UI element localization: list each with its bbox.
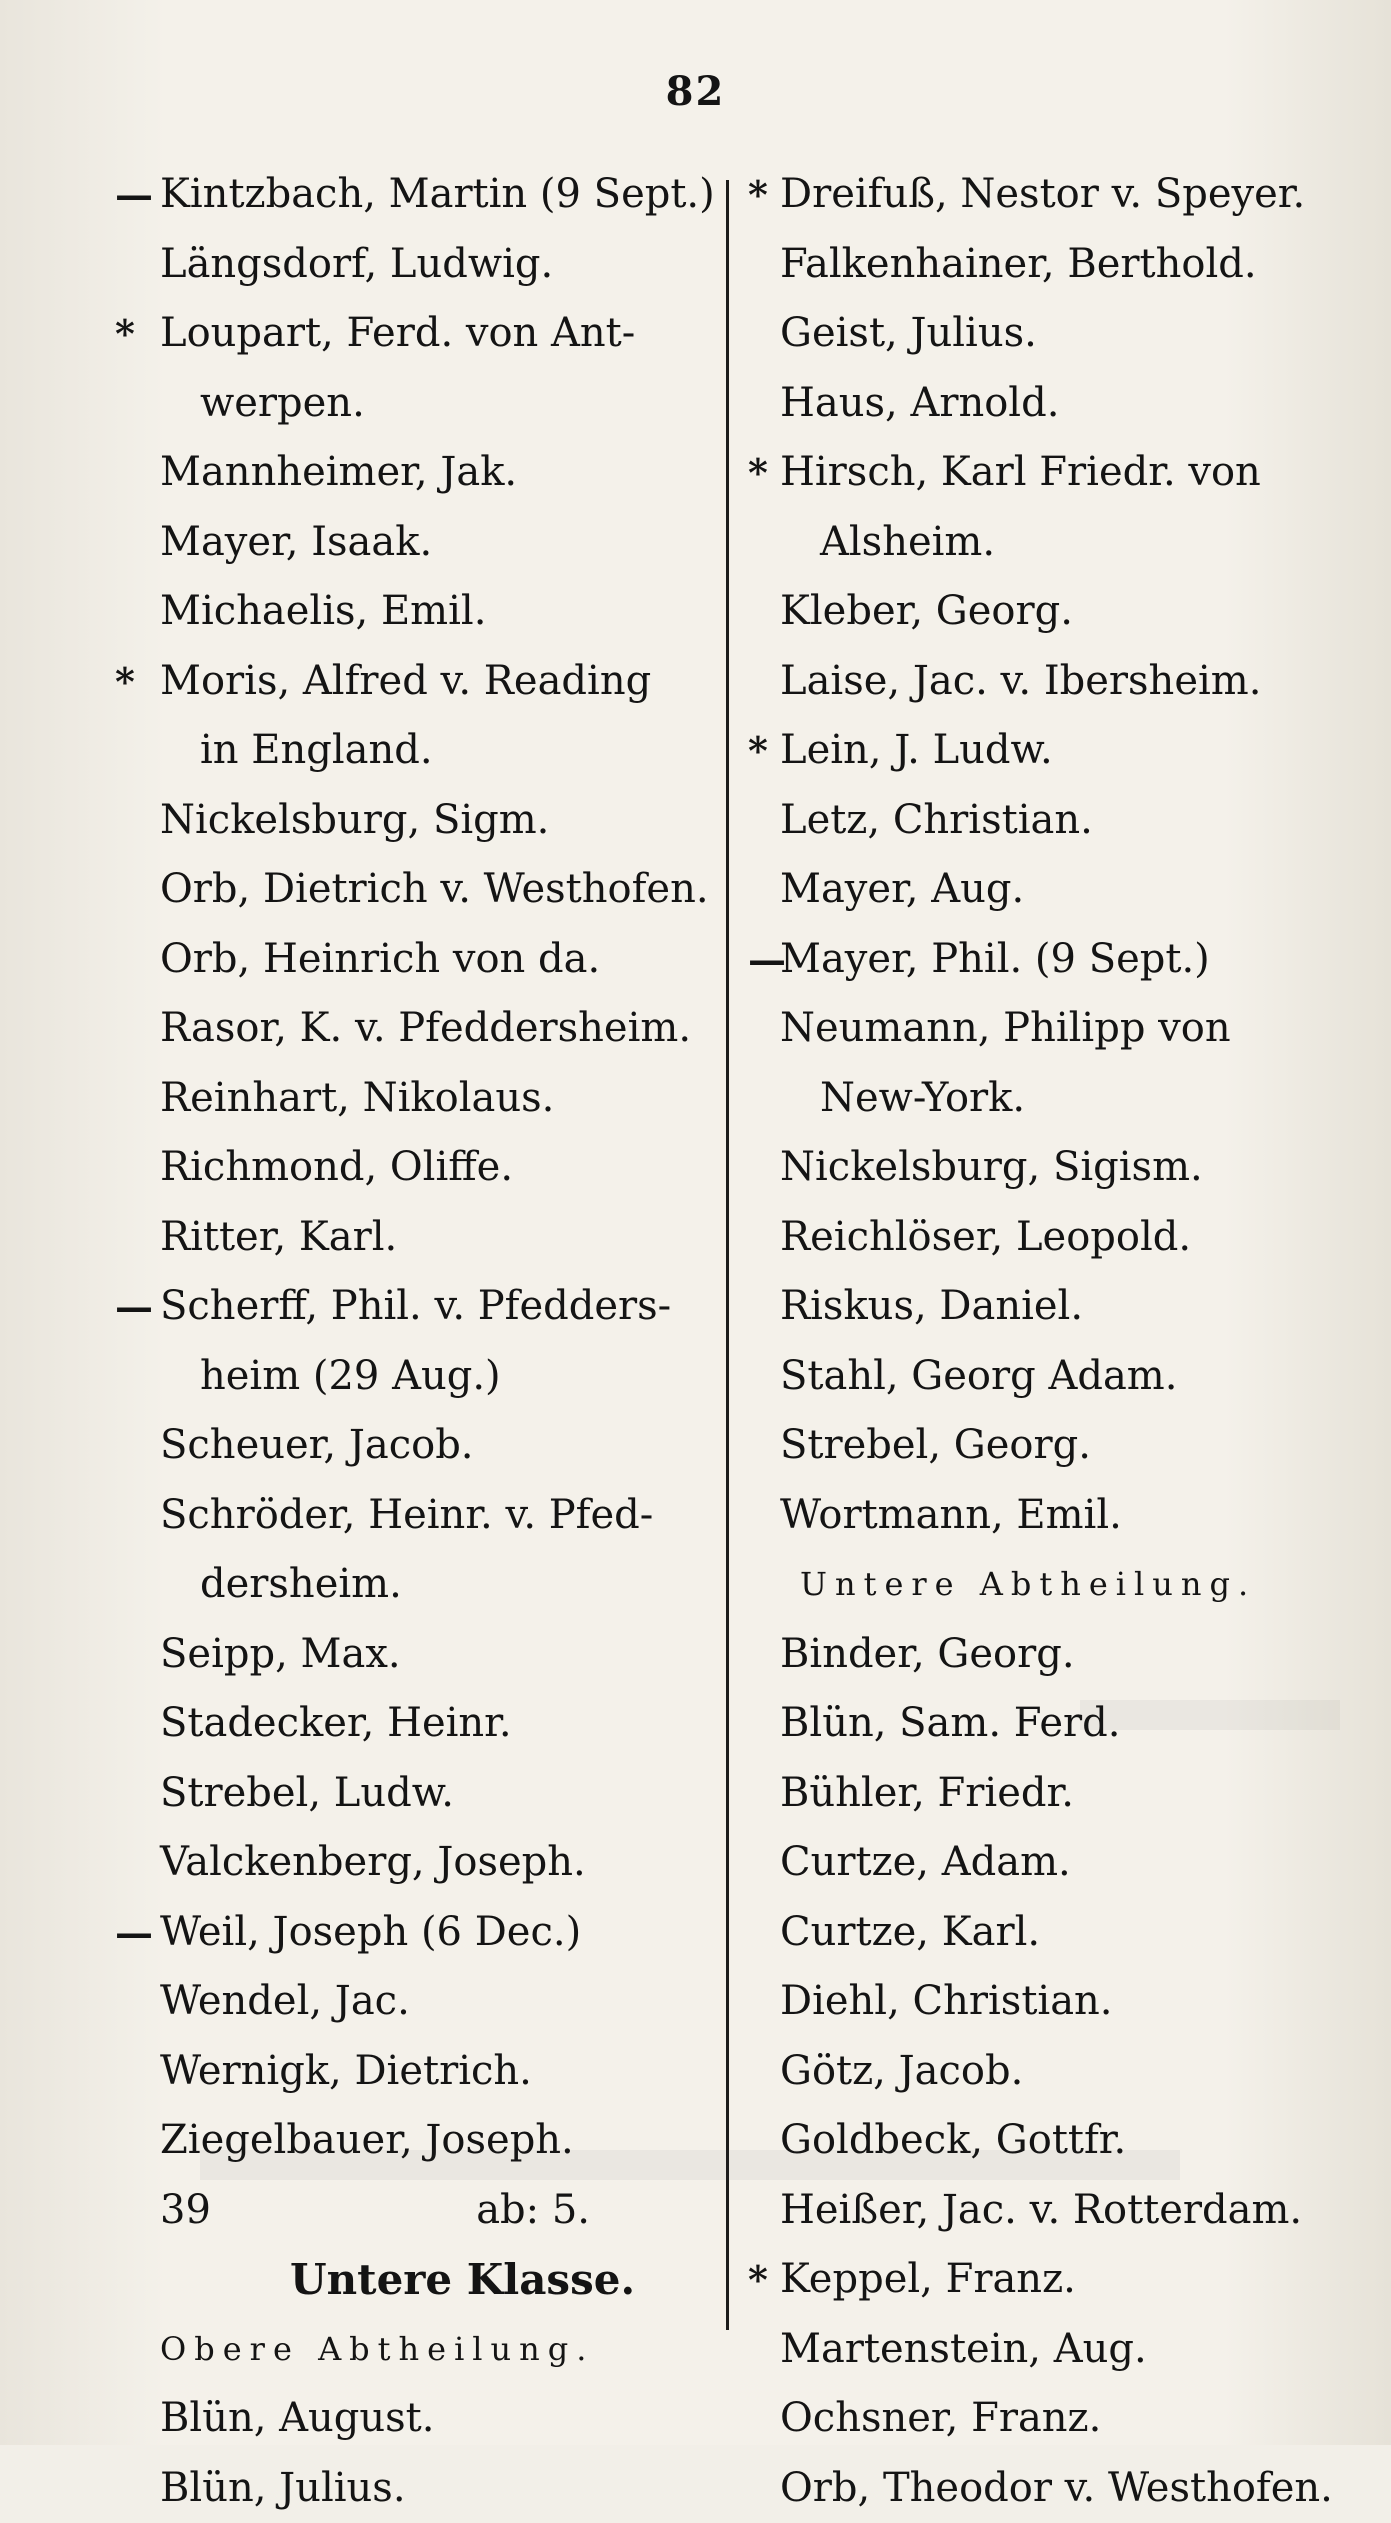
entry-text: Götz, Jacob.	[780, 2037, 1023, 2107]
page-number: 82	[0, 68, 1391, 115]
list-item	[160, 1828, 720, 1898]
list-item	[160, 1203, 720, 1273]
entry-text: Wernigk, Dietrich.	[160, 2037, 532, 2107]
list-item	[160, 855, 720, 925]
entry-text: werpen.	[200, 369, 365, 439]
entry-text: Blün, August.	[160, 2384, 434, 2454]
dash-mark: —	[748, 925, 786, 995]
entry-text: Neumann, Philipp von	[780, 994, 1231, 1064]
list-item	[780, 647, 1300, 717]
left-name-list	[160, 160, 720, 2176]
list-item	[160, 299, 720, 369]
entry-text: Falkenhainer, Berthold.	[780, 230, 1257, 300]
entry-text: Binder, Georg.	[780, 1620, 1075, 1690]
entry-text: Ziegelbauer, Joseph.	[160, 2106, 574, 2176]
dash-mark: —	[115, 160, 153, 230]
asterisk-mark: *	[748, 2245, 768, 2315]
entry-text: Curtze, Adam.	[780, 1828, 1071, 1898]
list-item	[780, 2454, 1300, 2523]
asterisk-mark: *	[748, 160, 768, 230]
asterisk-mark: *	[748, 716, 768, 786]
list-item	[160, 925, 720, 995]
entry-text: Ochsner, Franz.	[780, 2384, 1101, 2454]
entry-text: Lein, J. Ludw.	[780, 716, 1053, 786]
list-item	[780, 577, 1300, 647]
bleed-through-shadow	[1080, 1700, 1340, 1730]
list-item	[780, 1898, 1300, 1968]
entry-text: Weil, Joseph (6 Dec.)	[160, 1898, 581, 1968]
entry-text: Alsheim.	[820, 508, 995, 578]
entry-text: Längsdorf, Ludwig.	[160, 230, 553, 300]
entry-text: Reinhart, Nikolaus.	[160, 1064, 554, 1134]
dash-mark: —	[115, 1272, 153, 1342]
entry-text: Michaelis, Emil.	[160, 577, 486, 647]
entry-text: Diehl, Christian.	[780, 1967, 1113, 2037]
list-item	[160, 230, 720, 300]
entry-text: Riskus, Daniel.	[780, 1272, 1083, 1342]
entry-text: Valckenberg, Joseph.	[160, 1828, 586, 1898]
list-item	[160, 438, 720, 508]
list-item	[780, 1620, 1300, 1690]
entry-text: Seipp, Max.	[160, 1620, 401, 1690]
entry-text: Geist, Julius.	[780, 299, 1037, 369]
entry-text: Scherff, Phil. v. Pfedders-	[160, 1272, 671, 1342]
list-item	[160, 1689, 720, 1759]
list-item	[160, 1064, 720, 1134]
list-item	[160, 1759, 720, 1829]
list-item	[160, 1411, 720, 1481]
list-item	[780, 2315, 1300, 2385]
list-item	[780, 855, 1300, 925]
entry-text: Blün, Sam. Ferd.	[780, 1689, 1120, 1759]
asterisk-mark: *	[115, 299, 135, 369]
entry-text: Haus, Arnold.	[780, 369, 1059, 439]
list-item	[780, 1967, 1300, 2037]
entry-text: Dreifuß, Nestor v. Speyer.	[780, 160, 1305, 230]
entry-text: Moris, Alfred v. Reading	[160, 647, 651, 717]
list-item	[780, 1272, 1300, 1342]
entry-text: Loupart, Ferd. von Ant-	[160, 299, 635, 369]
list-item	[780, 508, 1300, 578]
entry-text: Ritter, Karl.	[160, 1203, 397, 1273]
lower-division-heading: Untere Abtheilung.	[780, 1550, 1300, 1620]
right-bottom-list	[780, 1620, 1300, 2523]
list-item	[160, 1898, 720, 1968]
list-item	[780, 2037, 1300, 2107]
list-item	[160, 2384, 720, 2454]
entry-text: heim (29 Aug.)	[200, 1342, 501, 1412]
list-item	[780, 2176, 1300, 2246]
list-item	[160, 2037, 720, 2107]
entry-text: Richmond, Oliffe.	[160, 1133, 513, 1203]
entry-text: dersheim.	[200, 1550, 402, 1620]
list-item	[160, 577, 720, 647]
entry-text: Martenstein, Aug.	[780, 2315, 1147, 2385]
list-item	[160, 786, 720, 856]
list-item	[780, 438, 1300, 508]
entry-text: Hirsch, Karl Friedr. von	[780, 438, 1261, 508]
entry-text: Mannheimer, Jak.	[160, 438, 517, 508]
entry-text: Reichlöser, Leopold.	[780, 1203, 1191, 1273]
list-item	[160, 994, 720, 1064]
list-item	[780, 994, 1300, 1064]
left-count-row	[160, 2176, 720, 2246]
entry-text: Orb, Heinrich von da.	[160, 925, 600, 995]
list-item	[780, 1064, 1300, 1134]
list-item	[780, 1203, 1300, 1273]
list-item	[780, 1342, 1300, 1412]
entry-text: Rasor, K. v. Pfeddersheim.	[160, 994, 691, 1064]
list-item	[160, 1133, 720, 1203]
bleed-through-shadow	[200, 2150, 1180, 2180]
list-item	[160, 1481, 720, 1551]
list-item	[780, 230, 1300, 300]
list-item	[780, 1133, 1300, 1203]
list-item	[160, 647, 720, 717]
entry-text: Heißer, Jac. v. Rotterdam.	[780, 2176, 1302, 2246]
list-item	[160, 1967, 720, 2037]
list-item	[160, 1272, 720, 1342]
list-item	[780, 160, 1300, 230]
list-item	[160, 2454, 720, 2523]
entry-text: New-York.	[820, 1064, 1025, 1134]
list-item	[780, 1828, 1300, 1898]
entry-text: Mayer, Aug.	[780, 855, 1024, 925]
entry-text: Strebel, Ludw.	[160, 1759, 454, 1829]
list-item	[780, 299, 1300, 369]
entry-text: Strebel, Georg.	[780, 1411, 1091, 1481]
list-item	[160, 1550, 720, 1620]
list-item	[160, 160, 720, 230]
list-item	[780, 2384, 1300, 2454]
left-count-number: 39	[160, 2176, 211, 2246]
list-item	[780, 1411, 1300, 1481]
entry-text: Blün, Julius.	[160, 2454, 406, 2523]
asterisk-mark: *	[115, 647, 135, 717]
left-bottom-list	[160, 2384, 720, 2523]
dash-mark: —	[115, 1898, 153, 1968]
entry-text: Scheuer, Jacob.	[160, 1411, 474, 1481]
list-item	[780, 1481, 1300, 1551]
entry-text: Kintzbach, Martin (9 Sept.)	[160, 160, 715, 230]
entry-text: Mayer, Isaak.	[160, 508, 432, 578]
entry-text: Orb, Theodor v. Westhofen.	[780, 2454, 1333, 2523]
entry-text: Stadecker, Heinr.	[160, 1689, 512, 1759]
asterisk-mark: *	[748, 438, 768, 508]
entry-text: in England.	[200, 716, 433, 786]
left-count-note: ab: 5.	[476, 2176, 590, 2246]
entry-text: Laise, Jac. v. Ibersheim.	[780, 647, 1261, 717]
entry-text: Curtze, Karl.	[780, 1898, 1040, 1968]
list-item	[780, 1759, 1300, 1829]
entry-text: Bühler, Friedr.	[780, 1759, 1074, 1829]
entry-text: Wortmann, Emil.	[780, 1481, 1122, 1551]
right-name-list	[780, 160, 1300, 1550]
upper-division-heading: Obere Abtheilung.	[160, 2315, 720, 2385]
entry-text: Nickelsburg, Sigm.	[160, 786, 549, 856]
entry-text: Stahl, Georg Adam.	[780, 1342, 1177, 1412]
list-item	[780, 925, 1300, 995]
column-divider	[726, 180, 729, 2330]
entry-text: Wendel, Jac.	[160, 1967, 410, 2037]
list-item	[780, 369, 1300, 439]
list-item	[160, 1620, 720, 1690]
list-item	[780, 716, 1300, 786]
entry-text: Kleber, Georg.	[780, 577, 1073, 647]
entry-text: Mayer, Phil. (9 Sept.)	[780, 925, 1210, 995]
list-item	[160, 508, 720, 578]
list-item	[780, 2245, 1300, 2315]
list-item	[160, 1342, 720, 1412]
entry-text: Orb, Dietrich v. Westhofen.	[160, 855, 709, 925]
list-item	[160, 369, 720, 439]
lower-class-heading: Untere Klasse.	[160, 2245, 720, 2315]
entry-text: Keppel, Franz.	[780, 2245, 1076, 2315]
entry-text: Letz, Christian.	[780, 786, 1093, 856]
entry-text: Schröder, Heinr. v. Pfed-	[160, 1481, 653, 1551]
entry-text: Nickelsburg, Sigism.	[780, 1133, 1203, 1203]
list-item	[160, 716, 720, 786]
list-item	[780, 786, 1300, 856]
entry-text: Goldbeck, Gottfr.	[780, 2106, 1126, 2176]
